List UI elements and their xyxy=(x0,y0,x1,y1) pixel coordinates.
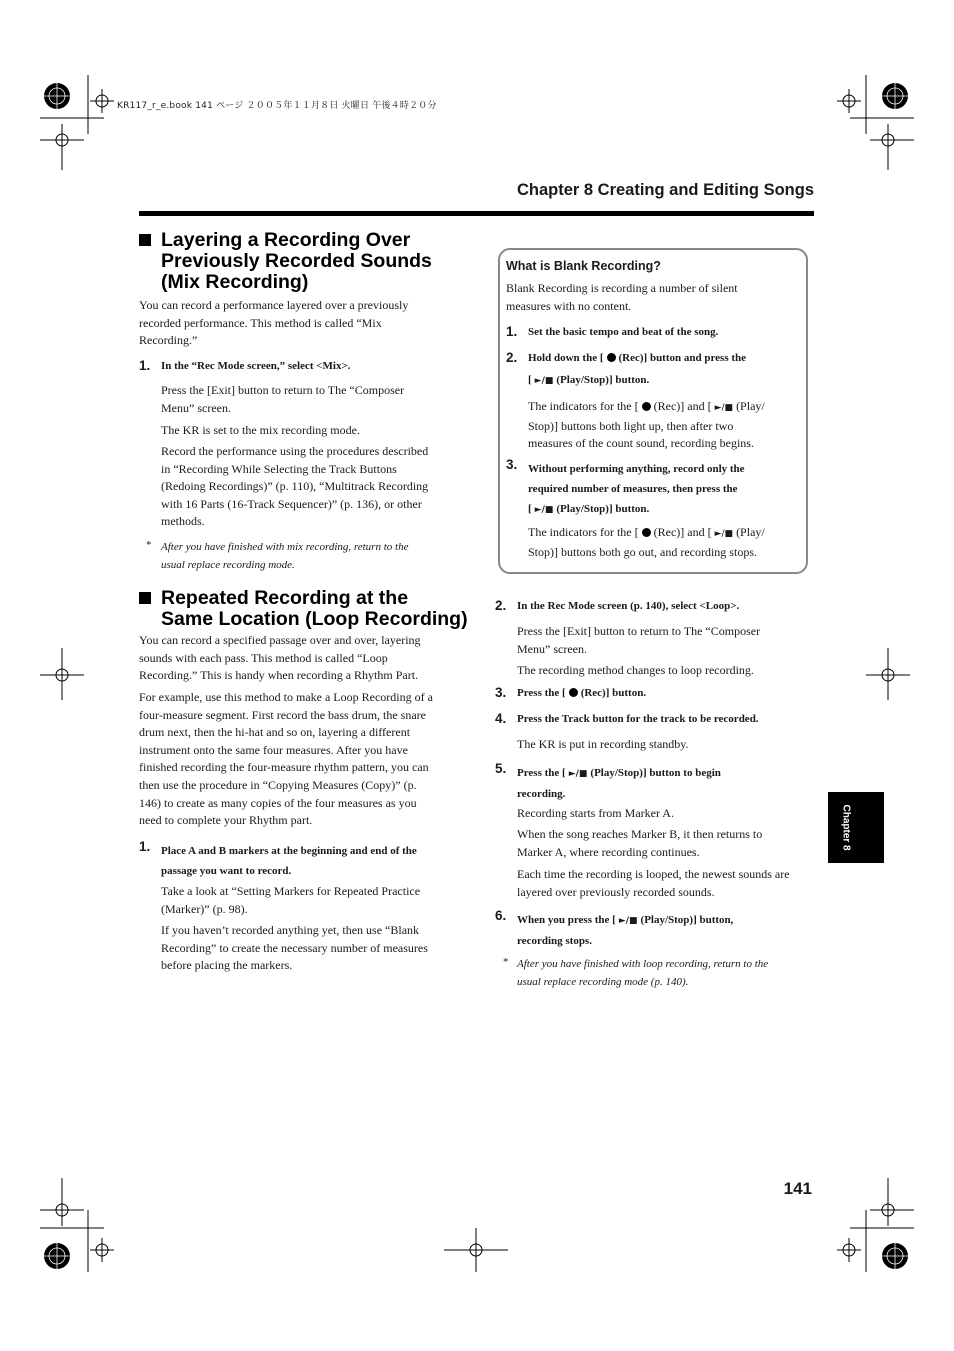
blank-step-1: Set the basic tempo and beat of the song. xyxy=(528,326,719,338)
chapter-side-tab-label: Chapter 8 xyxy=(840,804,852,851)
heading-square-icon xyxy=(139,234,151,246)
loop-step-5-para-1: Recording starts from Marker A. xyxy=(517,806,674,820)
blank-step-2-line-2: [ ►/■ (Play/Stop)] button. xyxy=(528,374,650,386)
step-number: 4. xyxy=(495,711,507,726)
play-stop-icon: ►/■ xyxy=(534,505,554,515)
loop-step-5-para-3: Each time the recording is looped, the newest sounds are layered over previously recorded sounds. xyxy=(517,867,790,899)
loop-step-2-para-1: Press the [Exit] button to return to The “Composer Menu” screen. xyxy=(517,624,761,656)
step-number: 1. xyxy=(506,324,518,339)
mix-step-1-para-1: Press the [Exit] button to return to The “Composer Menu” screen. xyxy=(161,383,405,415)
loop-step-1-para-2: If you haven’t recorded anything yet, then use “Blank Recording” to create the necessary number of measures before placing the markers. xyxy=(161,923,428,973)
loop-step-2: In the Rec Mode screen (p. 140), select <Loop>. xyxy=(517,600,740,612)
page-number: 141 xyxy=(783,1179,812,1198)
heading-line: Repeated Recording at the xyxy=(161,587,409,609)
loop-intro: You can record a specified passage over and over, layering sounds with each pass. This method is called “Loop Recording.” This is handy when recording a Rhythm Part. xyxy=(139,633,421,683)
step-number: 3. xyxy=(506,457,518,472)
loop-step-3: Press the [ (Rec)] button. xyxy=(517,687,647,699)
file-header: KR117_r_e.book 141 ページ ２００５年１１月８日 火曜日 午後４時２０分 xyxy=(117,101,437,111)
play-stop-icon: ►/■ xyxy=(714,529,734,539)
mix-note: After you have finished with mix recording, return to the usual replace recording mode. xyxy=(161,541,409,571)
play-stop-icon: ►/■ xyxy=(534,376,554,386)
blank-step-2-line-1: Hold down the [ (Rec)] button and press the xyxy=(528,352,747,364)
loop-note: After you have finished with loop recording, return to the usual replace recording mode (p. 140). xyxy=(517,958,769,988)
heading-square-icon xyxy=(139,592,151,604)
rec-icon xyxy=(569,688,578,697)
heading-line: Same Location (Loop Recording) xyxy=(161,608,468,630)
step-number: 1. xyxy=(139,839,151,854)
step-number: 1. xyxy=(139,358,151,373)
mix-step-1: In the “Rec Mode screen,” select <Mix>. xyxy=(161,360,351,372)
loop-step-1: Place A and B markers at the beginning and end of the passage you want to record. xyxy=(161,845,417,877)
step-number: 2. xyxy=(495,598,507,613)
mix-step-1-para-3: Record the performance using the procedures described in “Recording While Selecting the Track Buttons (Redoing Recordings)” (p. 110), “Multitrack Recording with 16 Parts (16-Track Sequencer)” (p. 136), or other methods. xyxy=(161,444,429,529)
play-stop-icon: ►/■ xyxy=(568,769,588,779)
rec-icon xyxy=(607,353,616,362)
note-asterisk: * xyxy=(146,539,152,551)
loop-step-4-para: The KR is put in recording standby. xyxy=(517,737,689,751)
step-number: 6. xyxy=(495,908,507,923)
loop-step-2-para-2: The recording method changes to loop recording. xyxy=(517,663,754,677)
play-stop-icon: ►/■ xyxy=(714,403,734,413)
play-stop-icon: ►/■ xyxy=(618,916,638,926)
heading-line: Layering a Recording Over xyxy=(161,229,411,251)
loop-step-4: Press the Track button for the track to be recorded. xyxy=(517,713,759,725)
step-number: 5. xyxy=(495,761,507,776)
blank-recording-intro: Blank Recording is recording a number of silent measures with no content. xyxy=(506,281,738,313)
loop-step-5: Press the [ ►/■ (Play/Stop)] button to begin recording. xyxy=(517,767,721,800)
header-rule xyxy=(139,211,814,216)
chapter-side-tab xyxy=(828,792,884,863)
loop-step-5-para-2: When the song reaches Marker B, it then returns to Marker A, where recording continues. xyxy=(517,827,763,859)
blank-step-2-para: The indicators for the [ (Rec)] and [ ►/■ (Play/ Stop)] buttons both light up, then after two measures of the count sound, recording begins. xyxy=(528,399,765,451)
step-number: 2. xyxy=(506,350,518,365)
mix-recording-heading xyxy=(139,230,479,294)
chapter-title: Chapter 8 Creating and Editing Songs xyxy=(516,181,814,199)
rec-icon xyxy=(642,528,651,537)
mix-intro: You can record a performance layered over a previously recorded performance. This method is called “Mix Recording.” xyxy=(139,298,409,348)
loop-recording-heading xyxy=(139,588,479,632)
step-number: 3. xyxy=(495,685,507,700)
loop-step-1-para-1: Take a look at “Setting Markers for Repeated Practice (Marker)” (p. 98). xyxy=(161,884,421,916)
blank-recording-title: What is Blank Recording? xyxy=(506,259,661,273)
heading-line: Previously Recorded Sounds xyxy=(161,250,432,272)
loop-example-para: For example, use this method to make a Loop Recording of a four-measure segment. First record the bass drum, the snare drum next, then the hi-hat and so on, layering a different instrument onto the same four measures. After you have finished recording the four-measure rhythm pattern, you can then use the procedure in “Copying Measures (Copy)” (p. 146) to create as many copies of the four measures as you need to complete your Rhythm part. xyxy=(139,690,433,828)
note-asterisk: * xyxy=(503,956,509,968)
mix-step-1-para-2: The KR is set to the mix recording mode. xyxy=(161,423,360,437)
blank-step-3: Without performing anything, record only the required number of measures, then press the [ ►/■ (Play/Stop)] button. xyxy=(528,463,745,515)
loop-step-6: When you press the [ ►/■ (Play/Stop)] button, recording stops. xyxy=(517,914,734,947)
blank-step-3-para: The indicators for the [ (Rec)] and [ ►/■ (Play/ Stop)] buttons both go out, and recording stops. xyxy=(528,525,765,559)
rec-icon xyxy=(642,402,651,411)
heading-line: (Mix Recording) xyxy=(161,271,309,293)
